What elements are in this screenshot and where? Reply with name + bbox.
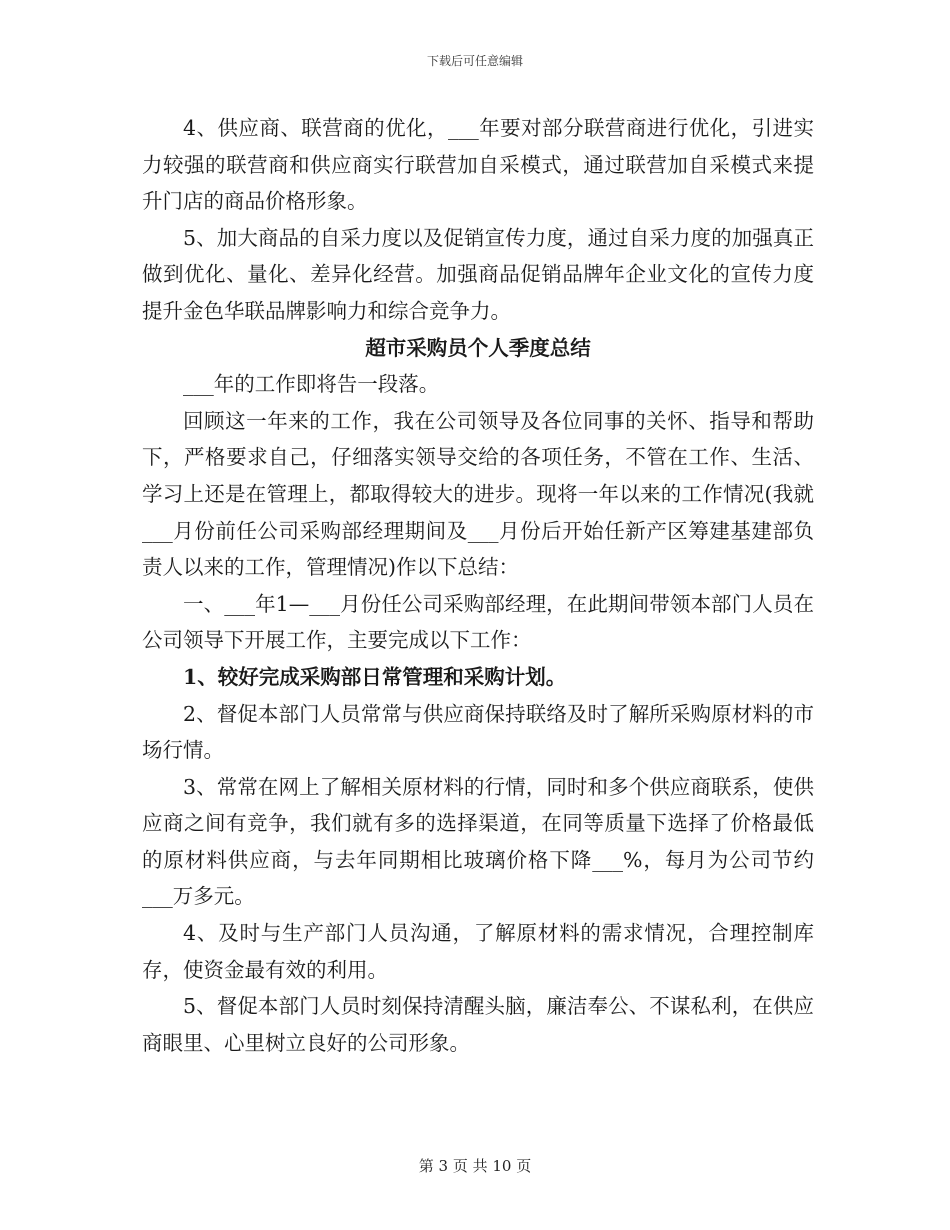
paragraph: 5、加大商品的自采力度以及促销宣传力度，通过自采力度的加强真正做到优化、量化、差异化经营。加强商品促销品牌年企业文化的宣传力度提升金色华联品牌影响力和综合竞争力。 bbox=[142, 225, 814, 323]
list-item: 2、督促本部门人员常常与供应商保持联络及时了解所采购原材料的市场行情。 bbox=[142, 701, 814, 763]
page-number: 第 3 页 共 10 页 bbox=[418, 1157, 532, 1175]
list-item: 3、常常在网上了解相关原材料的行情，同时和多个供应商联系，使供应商之间有竞争，我们就有多的选择渠道，在同等质量下选择了价格最低的原材料供应商，与去年同期相比玻璃价格下降___%，每月为公司节约___万多元。 bbox=[142, 774, 814, 909]
paragraph: ___年的工作即将告一段落。 bbox=[183, 372, 440, 397]
bold-list-item: 1、较好完成采购部日常管理和采购计划。 bbox=[183, 664, 567, 689]
document-body bbox=[142, 110, 814, 1061]
list-item: 5、督促本部门人员时刻保持清醒头脑，廉洁奉公、不谋私利，在供应商眼里、心里树立良好的公司形象。 bbox=[142, 994, 814, 1055]
paragraph: 一、___年1—___月份任公司采购部经理，在此期间带领本部门人员在公司领导下开展工作，主要完成以下工作： bbox=[142, 591, 814, 653]
section-title: 超市采购员个人季度总结 bbox=[365, 335, 591, 360]
paragraph: 回顾这一年来的工作，我在公司领导及各位同事的关怀、指导和帮助下，严格要求自己，仔细落实领导交给的各项任务，不管在工作、生活、学习上还是在管理上，都取得较大的进步。现将一年以来的工作情况(我就___月份前任公司采购部经理期间及___月份后开始任新产区筹建基建部负责人以来的工作，管理情况)作以下总结： bbox=[142, 408, 814, 580]
list-item: 4、及时与生产部门人员沟通，了解原材料的需求情况，合理控制库存，使资金最有效的利用。 bbox=[142, 921, 814, 982]
header-note: 下载后可任意编辑 bbox=[426, 54, 523, 68]
paragraph: 4、供应商、联营商的优化，___年要对部分联营商进行优化，引进实力较强的联营商和供应商实行联营加自采模式，通过联营加自采模式来提升门店的商品价格形象。 bbox=[142, 116, 814, 214]
